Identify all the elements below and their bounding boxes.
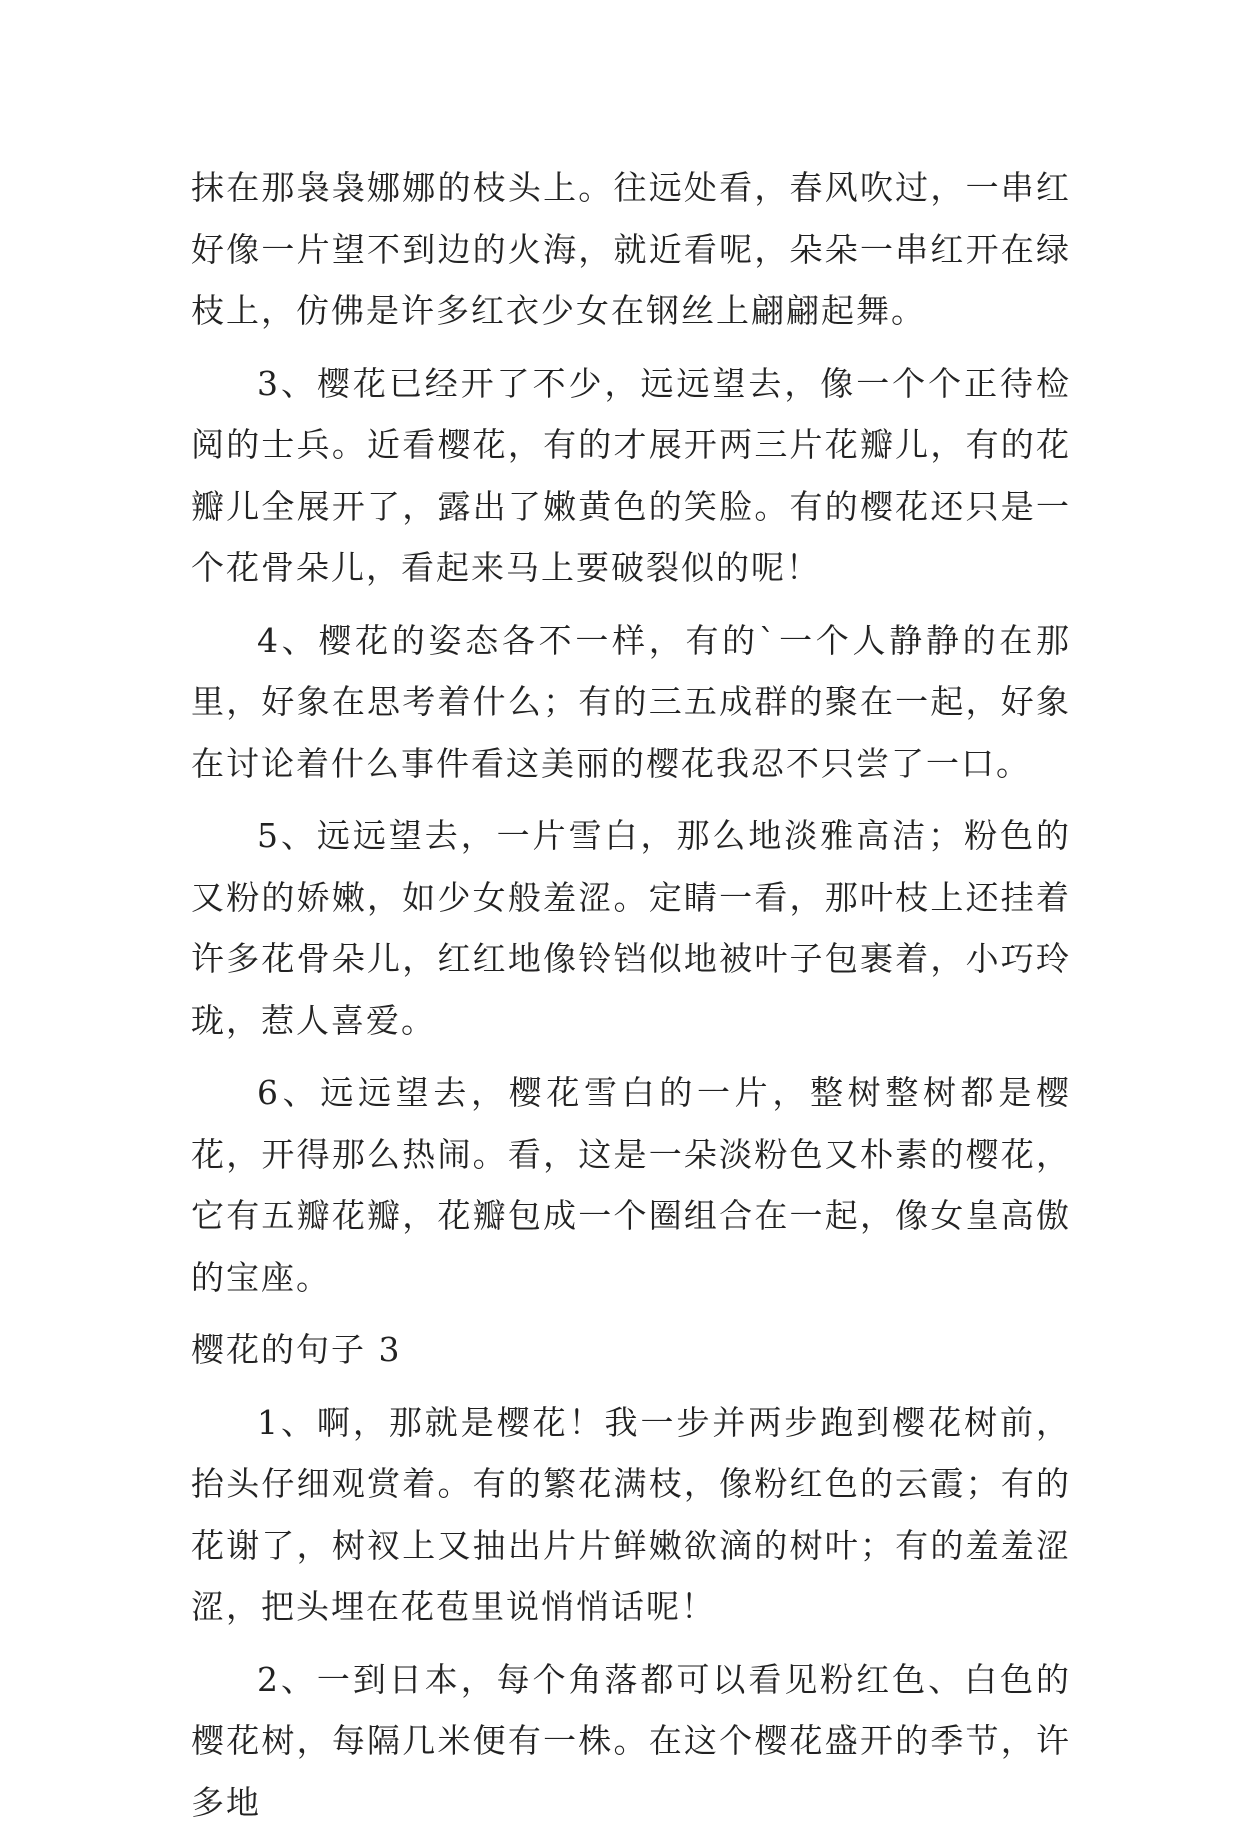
paragraph-item-4: 4、樱花的姿态各不一样，有的`一个人静静的在那里，好象在思考着什么；有的三五成群的聚在一起，好象在讨论着什么事件看这美丽的樱花我忍不只尝了一口。 xyxy=(191,620,1071,783)
paragraph-item-2: 2、一到日本，每个角落都可以看见粉红色、白色的樱花树，每隔几米便有一株。在这个樱花盛开的季节，许多地 xyxy=(191,1659,1071,1822)
paragraph-item-6: 6、远远望去，樱花雪白的一片，整树整树都是樱花，开得那么热闹。看，这是一朵淡粉色又朴素的樱花，它有五瓣花瓣，花瓣包成一个圈组合在一起，像女皇高傲的宝座。 xyxy=(191,1073,1071,1297)
paragraph-item-3: 3、樱花已经开了不少，远远望去，像一个个正待检阅的士兵。近看樱花，有的才展开两三片花瓣儿，有的花瓣儿全展开了，露出了嫩黄色的笑脸。有的樱花还只是一个花骨朵儿，看起来马上要破裂似的呢！ xyxy=(191,363,1071,587)
document-body xyxy=(191,157,1071,1844)
section-heading: 樱花的句子 3 xyxy=(191,1330,402,1369)
paragraph-item-5: 5、远远望去，一片雪白，那么地淡雅高洁；粉色的又粉的娇嫩，如少女般羞涩。定睛一看，那叶枝上还挂着许多花骨朵儿，红红地像铃铛似地被叶子包裹着，小巧玲珑，惹人喜爱。 xyxy=(191,816,1071,1040)
paragraph-item-1: 1、啊，那就是樱花！我一步并两步跑到樱花树前，抬头仔细观赏着。有的繁花满枝，像粉红色的云霞；有的花谢了，树衩上又抽出片片鲜嫩欲滴的树叶；有的羞羞涩涩，把头埋在花苞里说悄悄话呢！ xyxy=(191,1402,1071,1626)
paragraph-continuation: 抹在那袅袅娜娜的枝头上。往远处看，春风吹过，一串红好像一片望不到边的火海，就近看呢，朵朵一串红开在绿枝上，仿佛是许多红衣少女在钢丝上翩翩起舞。 xyxy=(191,168,1071,330)
